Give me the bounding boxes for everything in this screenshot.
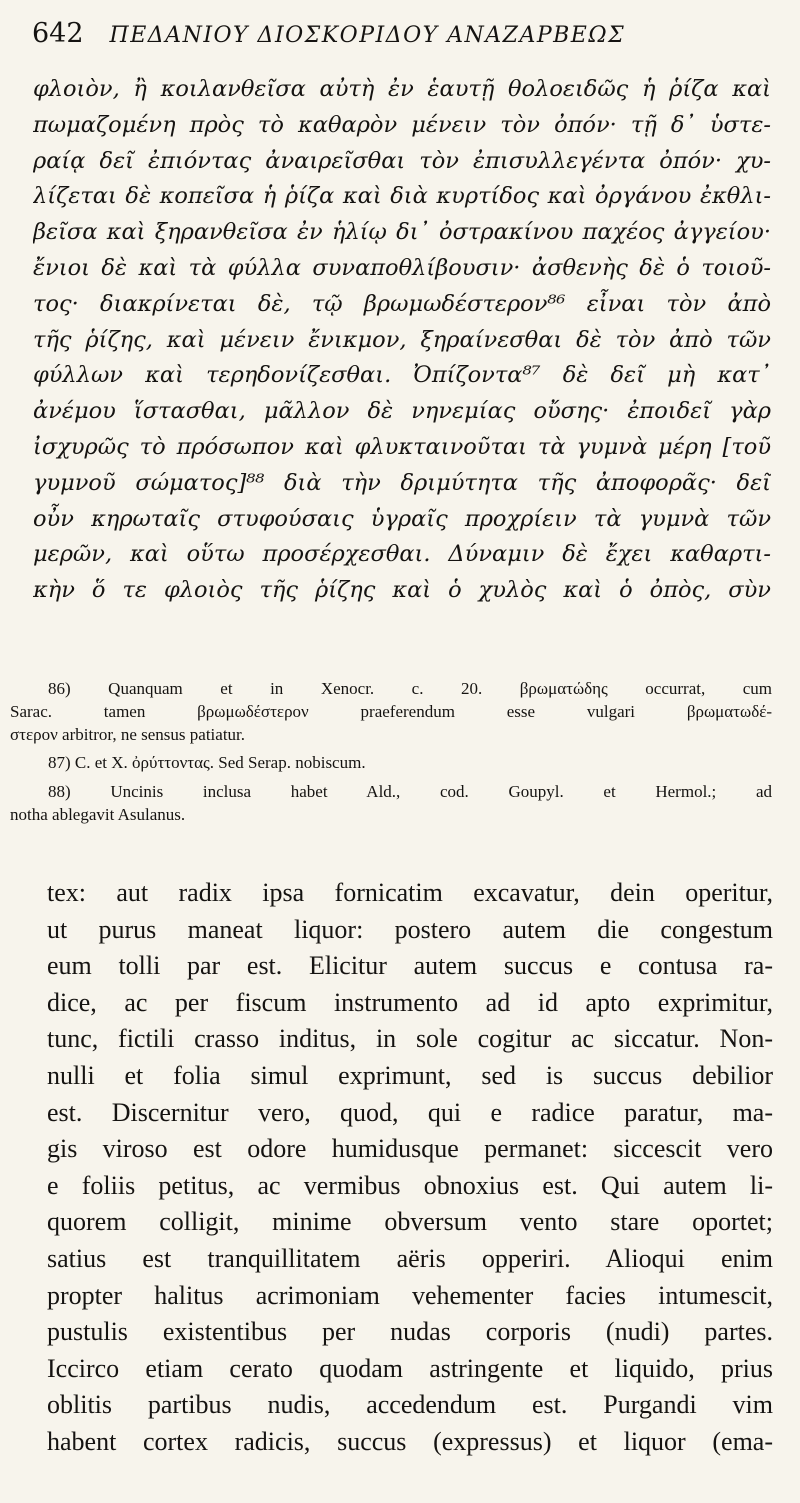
latin-line: gis viroso est odore humidusque permanet: siccescit vero	[47, 1134, 773, 1164]
latin-line: eum tolli par est. Elicitur autem succus e contusa ra-	[47, 951, 773, 981]
greek-line: φλοιὸν, ἢ κοιλανθεῖσα αὐτὴ ἐν ἑαυτῇ θολοειδῶς ἡ ῥίζα καὶ	[33, 76, 771, 102]
greek-line: ραίᾳ δεῖ ἐπιόντας ἀναιρεῖσθαι τὸν ἐπισυλλεγέντα ὀπόν· χυ-	[33, 147, 771, 174]
footnote-86	[10, 678, 772, 746]
footnote-line: 87) C. et X. ὀρύττοντας. Sed Serap. nobiscum.	[48, 753, 366, 773]
latin-line: pustulis existentibus per nudas corporis (nudi) partes.	[47, 1317, 773, 1347]
greek-line: λίζεται δὲ κοπεῖσα ἡ ῥίζα καὶ διὰ κυρτίδος καὶ ὀργάνου ἐκθλι-	[33, 183, 771, 210]
latin-line: dice, ac per fiscum instrumento ad id apto exprimitur,	[47, 987, 773, 1017]
latin-line: quorem colligit, minime obversum vento stare oportet;	[47, 1207, 773, 1237]
greek-line: βεῖσα καὶ ξηρανθεῖσα ἐν ἡλίῳ δι᾽ ὀστρακίνου παχέος ἀγγείου·	[33, 219, 771, 246]
greek-line: πωμαζομένη πρὸς τὸ καθαρὸν μένειν τὸν ὀπόν· τῇ δ᾽ ὑστε-	[33, 111, 771, 138]
footnote-88	[10, 781, 772, 827]
latin-line: ut purus maneat liquor: postero autem die congestum	[47, 914, 773, 944]
footnote-line: 88) Uncinis inclusa habet Ald., cod. Goupyl. et Hermol.; ad	[48, 782, 772, 802]
greek-line: μερῶν, καὶ οὕτω προσέρχεσθαι. Δύναμιν δὲ ἔχει καθαρτι-	[33, 541, 771, 568]
page-number: 642	[32, 18, 84, 49]
latin-line: propter halitus acrimoniam vehementer facies intumescit,	[47, 1280, 773, 1310]
greek-line: κὴν ὅ τε φλοιὸς τῆς ῥίζης καὶ ὁ χυλὸς καὶ ὁ ὀπὸς, σὺν	[33, 577, 771, 604]
latin-line: e foliis petitus, ac vermibus obnoxius est. Qui autem li-	[47, 1170, 773, 1200]
footnotes	[10, 678, 772, 833]
latin-line: tunc, fictili crasso inditus, in sole cogitur ac siccatur. Non-	[47, 1024, 773, 1054]
greek-line: ἔνιοι δὲ καὶ τὰ φύλλα συναποθλίβουσιν· ἀσθενὴς δὲ ὁ τοιοῦ-	[33, 254, 771, 281]
footnote-line: Sarac. tamen βρωμωδέστερον praeferendum esse vulgari βρωματωδέ-	[10, 701, 772, 721]
running-head	[32, 18, 772, 58]
greek-line: ἰσχυρῶς τὸ πρόσωπον καὶ φλυκταινοῦται τὰ γυμνὰ μέρη [τοῦ	[33, 433, 771, 460]
latin-line: Iccirco etiam cerato quodam astringente et liquido, prius	[47, 1353, 773, 1383]
greek-text-block	[33, 72, 771, 609]
greek-line: ἀνέμου ἵστασθαι, μᾶλλον δὲ νηνεμίας οὔσης· ἐποιδεῖ γὰρ	[33, 398, 771, 425]
latin-line: oblitis partibus nudis, accedendum est. Purgandi vim	[47, 1390, 773, 1420]
greek-line: φύλλων καὶ τερηδονίζεσθαι. Ὀπίζοντα⁸⁷ δὲ δεῖ μὴ κατ᾽	[33, 362, 771, 389]
latin-line: satius est tranquillitatem aëris opperiri. Alioqui enim	[47, 1243, 773, 1273]
greek-line: τος· διακρίνεται δὲ, τῷ βρωμωδέστερον⁸⁶ εἶναι τὸν ἀπὸ	[33, 290, 771, 317]
latin-translation-block	[47, 875, 773, 1461]
footnote-line: στερον arbitror, ne sensus patiatur.	[10, 724, 246, 744]
latin-line: est. Discernitur vero, quod, qui e radice paratur, ma-	[47, 1097, 773, 1127]
footnote-87	[48, 752, 772, 775]
greek-line: τῆς ῥίζης, καὶ μένειν ἔνικμον, ξηραίνεσθαι δὲ τὸν ἀπὸ τῶν	[33, 326, 771, 353]
footnote-line: notha ablegavit Asulanus.	[10, 804, 186, 824]
running-title: ΠΕΔΑΝΙΟΥ ΔΙΟΣΚΟΡΙΔΟΥ ΑΝΑΖΑΡΒΕΩΣ	[109, 23, 626, 48]
latin-line: tex: aut radix ipsa fornicatim excavatur, dein operitur,	[47, 878, 773, 907]
footnote-line: 86) Quanquam et in Xenocr. c. 20. βρωματώδης occurrat, cum	[48, 679, 772, 698]
latin-line: habent cortex radicis, succus (expressus) et liquor (ema-	[47, 1426, 773, 1456]
greek-line: οὖν κηρωταῖς στυφούσαις ὑγραῖς προχρίειν τὰ γυμνὰ τῶν	[33, 505, 771, 532]
greek-line: γυμνοῦ σώματος]⁸⁸ διὰ τὴν δριμύτητα τῆς ἀποφορᾶς· δεῖ	[33, 469, 771, 496]
latin-line: nulli et folia simul exprimunt, sed is succus debilior	[47, 1060, 773, 1090]
